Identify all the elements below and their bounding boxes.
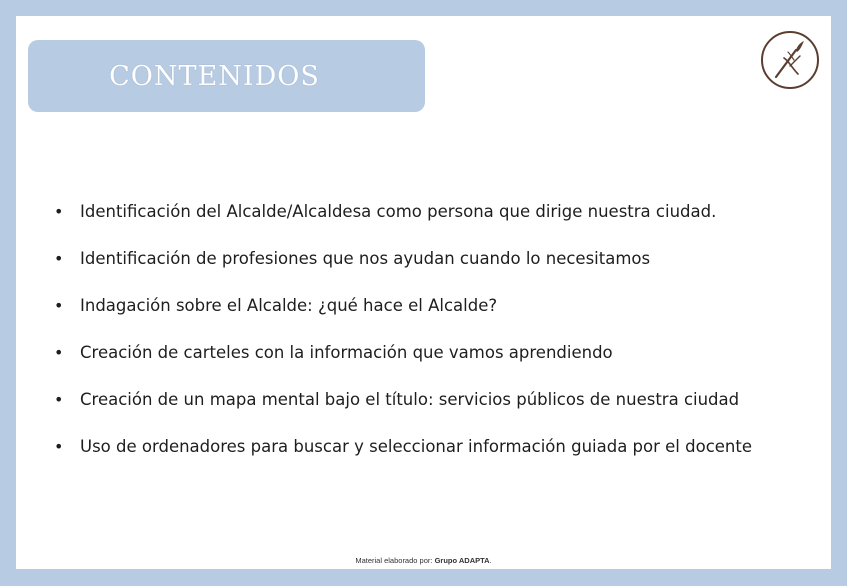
list-item <box>50 294 752 341</box>
list-item-text: Identificación del Alcalde/Alcaldesa como persona que dirige nuestra ciudad. <box>80 202 717 221</box>
list-item-text: Creación de un mapa mental bajo el título: servicios públicos de nuestra ciudad <box>80 390 740 409</box>
contents-list <box>50 200 752 482</box>
bullet-marker: • <box>54 437 64 456</box>
bullet-marker: • <box>54 249 64 268</box>
list-item-text: Indagación sobre el Alcalde: ¿qué hace el Alcalde? <box>80 296 498 315</box>
list-item <box>50 435 752 482</box>
brush-feather-logo-icon <box>760 30 820 90</box>
page-title: CONTENIDOS <box>109 60 320 92</box>
list-item <box>50 200 752 247</box>
footer-prefix: Material elaborado por: <box>355 556 433 565</box>
list-item <box>50 341 752 388</box>
list-item-text: Identificación de profesiones que nos ayudan cuando lo necesitamos <box>80 249 651 268</box>
list-item <box>50 388 752 435</box>
title-banner <box>28 40 425 112</box>
bullet-marker: • <box>54 343 64 362</box>
list-item-text: Uso de ordenadores para buscar y seleccionar información guiada por el docente <box>80 437 753 456</box>
bullet-marker: • <box>54 202 64 221</box>
footer-credit <box>16 556 831 565</box>
footer-suffix: . <box>489 556 492 565</box>
list-item-text: Creación de carteles con la información que vamos aprendiendo <box>80 343 613 362</box>
footer-author: Grupo ADAPTA <box>434 556 490 565</box>
bullet-marker: • <box>54 296 64 315</box>
list-item <box>50 247 752 294</box>
bullet-marker: • <box>54 390 64 409</box>
slide-page <box>16 16 831 569</box>
